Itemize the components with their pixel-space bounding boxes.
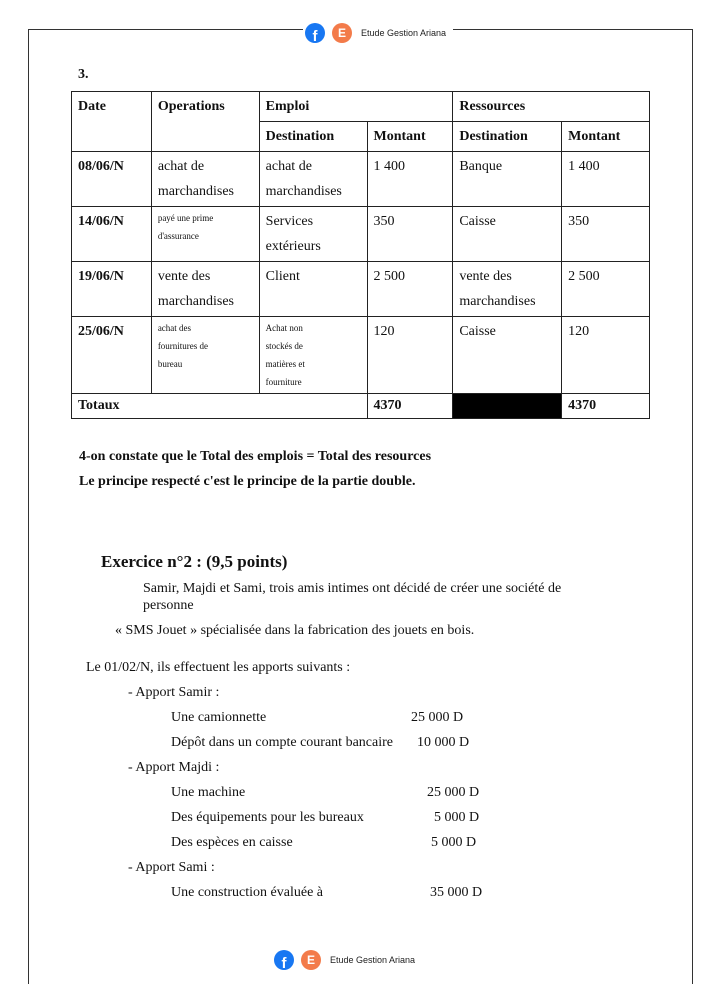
table-row [72, 207, 650, 262]
item-label: Une camionnette [171, 710, 267, 725]
brand-name: Etude Gestion Ariana [330, 955, 416, 965]
constat-line-2: Le principe respecté c'est le principe de la partie double. [79, 474, 416, 489]
cell-emploi-destination: Client [259, 262, 367, 317]
footer-brand [274, 950, 415, 970]
brand-logo-icon: E [301, 950, 321, 970]
totals-ressources: 4370 [562, 394, 650, 419]
table-row [72, 262, 650, 317]
header-destination-emploi: Destination [259, 122, 367, 152]
cell-ressource-destination: Caisse [453, 317, 562, 394]
cell-ressource-montant: 1 400 [562, 152, 650, 207]
cell-date: 25/06/N [72, 317, 152, 394]
item-amount: 35 000 D [430, 885, 483, 900]
header-montant-ressources: Montant [562, 122, 650, 152]
facebook-icon[interactable]: f [305, 23, 325, 43]
cell-emploi-montant: 1 400 [367, 152, 453, 207]
page-border-top-right [453, 29, 693, 30]
cell-ressource-destination: vente des marchandises [453, 262, 562, 317]
cell-ressource-montant: 350 [562, 207, 650, 262]
cell-emploi-destination: Achat non stockés de matières et fourniture [259, 317, 367, 394]
table-row [72, 317, 650, 394]
table-header-row [72, 92, 650, 122]
header-ressources: Ressources [453, 92, 650, 122]
item-label: Dépôt dans un compte courant bancaire [171, 735, 393, 750]
header-montant-emploi: Montant [367, 122, 453, 152]
apport-majdi-title: - Apport Majdi : [128, 760, 220, 775]
cell-ressource-montant: 120 [562, 317, 650, 394]
cell-operation: payé une prime d'assurance [151, 207, 259, 262]
totals-emploi: 4370 [367, 394, 453, 419]
cell-emploi-montant: 120 [367, 317, 453, 394]
cell-ressource-destination: Banque [453, 152, 562, 207]
cell-operation: achat des fournitures de bureau [151, 317, 259, 394]
cell-ressource-montant: 2 500 [562, 262, 650, 317]
item-amount: 10 000 D [417, 735, 470, 750]
page-border-right [692, 29, 693, 984]
cell-ressource-destination: Caisse [453, 207, 562, 262]
cell-date: 19/06/N [72, 262, 152, 317]
item-label: Des espèces en caisse [171, 835, 293, 850]
header-operations: Operations [151, 92, 259, 152]
page-border-left [28, 29, 29, 984]
item-label: Une construction évaluée à [171, 885, 323, 900]
intro-line-1: Samir, Majdi et Sami, trois amis intimes ont décidé de créer une société de [143, 581, 562, 596]
cell-date: 14/06/N [72, 207, 152, 262]
cell-emploi-montant: 350 [367, 207, 453, 262]
header-destination-ressources: Destination [453, 122, 562, 152]
date-line: Le 01/02/N, ils effectuent les apports suivants : [86, 660, 351, 675]
totals-row [72, 394, 650, 419]
operations-table [71, 91, 650, 419]
cell-emploi-destination: achat de marchandises [259, 152, 367, 207]
brand-name: Etude Gestion Ariana [361, 28, 447, 38]
cell-date: 08/06/N [72, 152, 152, 207]
cell-operation: achat de marchandises [151, 152, 259, 207]
table-row [72, 152, 650, 207]
apport-sami-title: - Apport Sami : [128, 860, 215, 875]
intro-line-2: personne [143, 598, 194, 613]
facebook-icon[interactable]: f [274, 950, 294, 970]
section-number: 3. [78, 67, 89, 82]
header-emploi: Emploi [259, 92, 453, 122]
brand-logo-icon: E [332, 23, 352, 43]
constat-line-1: 4-on constate que le Total des emplois = Total des resources [79, 449, 432, 464]
exercise-title: Exercice n°2 : (9,5 points) [101, 552, 288, 571]
item-amount: 25 000 D [427, 785, 480, 800]
header-brand [305, 23, 446, 43]
item-amount: 5 000 D [434, 810, 480, 825]
header-date: Date [72, 92, 152, 152]
cell-emploi-destination: Services extérieurs [259, 207, 367, 262]
totals-blank-cell [453, 394, 562, 419]
item-amount: 5 000 D [431, 835, 477, 850]
totals-label: Totaux [72, 394, 368, 419]
intro-line-3: « SMS Jouet » spécialisée dans la fabrication des jouets en bois. [115, 623, 475, 638]
cell-emploi-montant: 2 500 [367, 262, 453, 317]
page-border-top-left [28, 29, 303, 30]
item-label: Des équipements pour les bureaux [171, 810, 364, 825]
item-amount: 25 000 D [411, 710, 464, 725]
item-label: Une machine [171, 785, 246, 800]
cell-operation: vente des marchandises [151, 262, 259, 317]
apport-samir-title: - Apport Samir : [128, 685, 220, 700]
